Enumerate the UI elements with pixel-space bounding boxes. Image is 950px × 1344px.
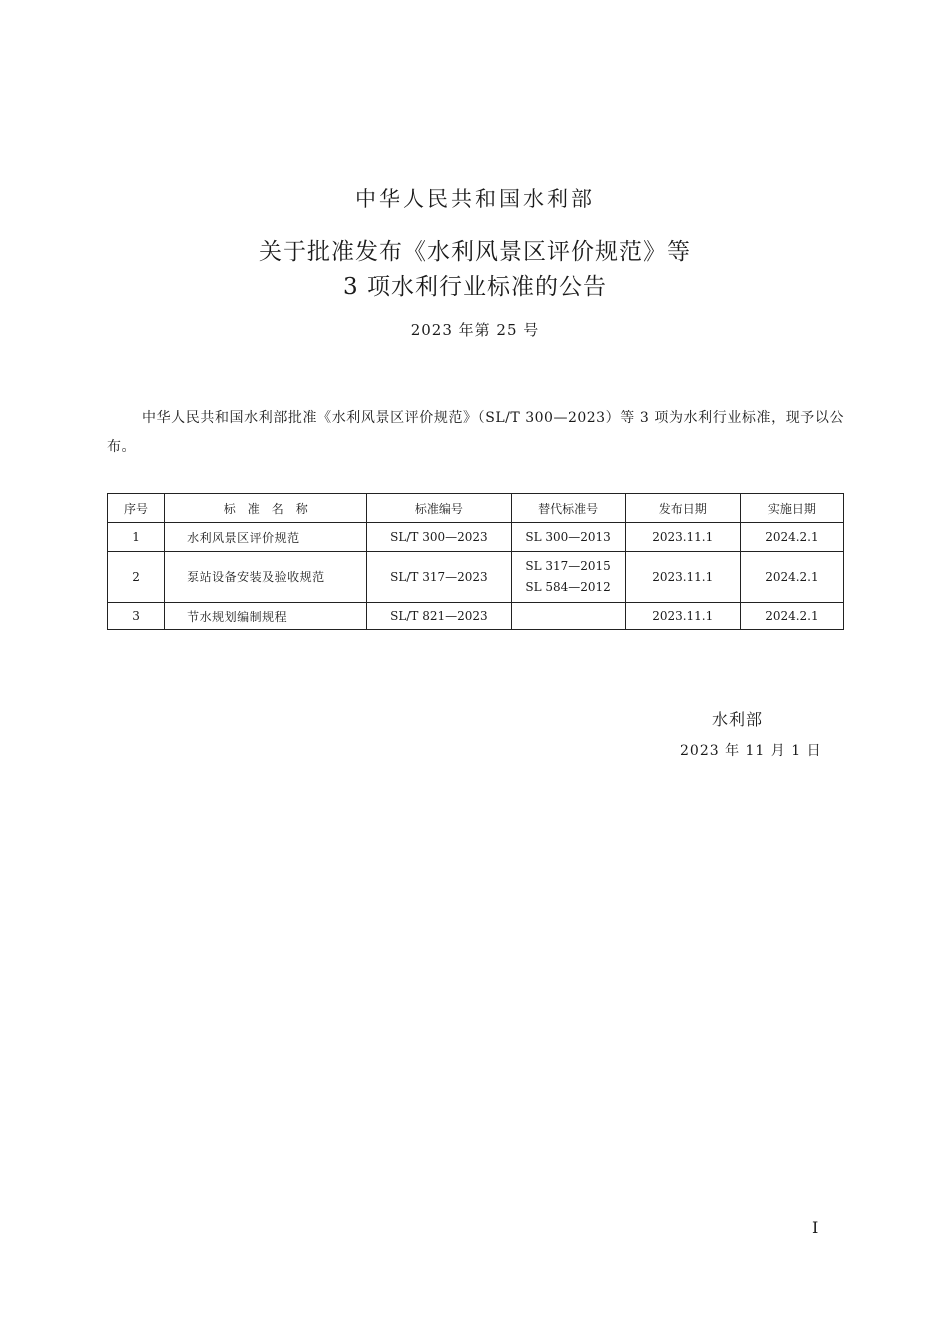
cell-effective-date: 2024.2.1: [740, 523, 843, 552]
announcement-title-line-2: 3 项水利行业标准的公告: [343, 274, 607, 300]
cell-standard-code: SL/T 821—2023: [367, 603, 511, 630]
table-row: [108, 552, 844, 603]
header-replaced-code: 替代标准号: [511, 494, 625, 523]
header-effective-date: 实施日期: [740, 494, 843, 523]
header-serial: 序号: [108, 494, 165, 523]
cell-replaced-code: [511, 552, 625, 603]
table-header-row: [108, 494, 844, 523]
header-standard-name: 标 准 名 称: [165, 494, 367, 523]
page-number: I: [812, 1218, 819, 1237]
table-row: [108, 603, 844, 630]
cell-replaced-code: [511, 603, 625, 630]
header-standard-code: 标准编号: [367, 494, 511, 523]
issuer-name: 中华人民共和国水利部: [355, 187, 595, 211]
cell-effective-date: 2024.2.1: [740, 603, 843, 630]
standards-table: [107, 493, 844, 630]
document-number: 2023 年第 25 号: [410, 321, 540, 339]
replaced-code: SL 584—2012: [525, 580, 611, 594]
signature-department: 水利部: [712, 710, 764, 729]
cell-serial: 1: [108, 523, 165, 552]
header-issue-date: 发布日期: [625, 494, 740, 523]
cell-standard-code: SL/T 317—2023: [367, 552, 511, 603]
cell-issue-date: 2023.11.1: [625, 603, 740, 630]
cell-standard-name: 泵站设备安装及验收规范: [165, 552, 367, 603]
announcement-body: 中华人民共和国水利部批准《水利风景区评价规范》（SL/T 300—2023）等 3 项为水利行业标准，现予以公布。: [107, 410, 844, 455]
cell-issue-date: 2023.11.1: [625, 523, 740, 552]
cell-serial: 2: [108, 552, 165, 603]
cell-issue-date: 2023.11.1: [625, 552, 740, 603]
announcement-title-line-1: 关于批准发布《水利风景区评价规范》等: [259, 239, 691, 265]
replaced-code: SL 300—2013: [525, 530, 611, 544]
cell-replaced-code: [511, 523, 625, 552]
cell-serial: 3: [108, 603, 165, 630]
replaced-code: SL 317—2015: [525, 559, 611, 573]
cell-standard-name: 水利风景区评价规范: [165, 523, 367, 552]
signature-date: 2023 年 11 月 1 日: [680, 743, 822, 759]
cell-standard-name: 节水规划编制规程: [165, 603, 367, 630]
cell-effective-date: 2024.2.1: [740, 552, 843, 603]
table-row: [108, 523, 844, 552]
cell-standard-code: SL/T 300—2023: [367, 523, 511, 552]
